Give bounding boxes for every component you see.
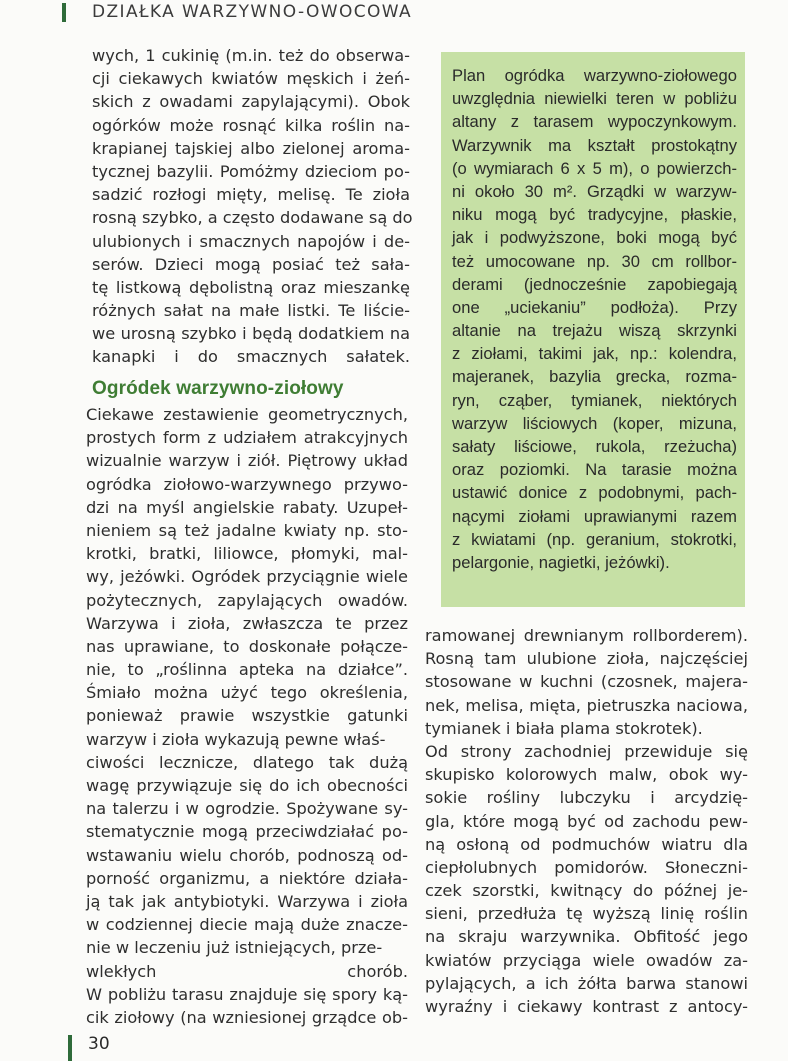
text-line: pożytecznych, zapylających owadów. bbox=[86, 590, 408, 610]
text-line: ogórków może rosnąć kilka roślin na- bbox=[92, 115, 410, 135]
text-line: ponieważ prawie wszystkie gatunki bbox=[86, 706, 408, 726]
text-line: krapianej tajskiej albo zielonej aroma- bbox=[92, 138, 410, 158]
text-line: ni około 30 m². Grządki w warzyw- bbox=[452, 181, 737, 201]
text-line: ramowanej drewnianym rollborderem). bbox=[425, 626, 748, 645]
text-line: warzyw liściowych (koper, mizuna, bbox=[452, 413, 737, 433]
footer-accent-bar bbox=[68, 1035, 72, 1061]
text-line: wy, jeżówki. Ogródek przyciągnie wiele bbox=[86, 567, 408, 587]
text-line: tymianek i biała plama stokrotek). bbox=[425, 718, 703, 738]
text-line: czek szorstki, kwitnący do późnej je- bbox=[425, 881, 748, 901]
text-line: Warzywnik ma kształt prostokątny bbox=[452, 135, 737, 155]
text-line: tycznej bazylii. Pomóżmy dzieciom po- bbox=[92, 161, 410, 181]
running-header: DZIAŁKA WARZYWNO-OWOCOWA bbox=[92, 2, 413, 22]
text-line: krotki, bratki, liliowce, płomyki, mal- bbox=[86, 544, 408, 564]
text-line: wizualnie warzyw i ziół. Piętrowy układ bbox=[86, 451, 408, 471]
text-line: ciepłolubnych pomidorów. Słoneczni- bbox=[425, 857, 748, 877]
text-line: niku mogą być tradycyjne, płaskie, bbox=[452, 205, 737, 225]
text-line: prostych form z udziałem atrakcyjnych bbox=[86, 428, 408, 448]
text-line: sieni, przedłuża tę wyższą linię roślin bbox=[425, 904, 748, 924]
text-line: one „uciekaniu” podłoża). Przy bbox=[452, 297, 737, 317]
text-line: nącymi ziołami uprawianymi razem bbox=[452, 506, 737, 526]
text-line: serów. Dzieci mogą posiać też sała- bbox=[92, 254, 410, 274]
text-line: nie, to „roślinna apteka na działce”. bbox=[86, 660, 408, 680]
text-line: wych, 1 cukinię (m.in. też do obserwa- bbox=[92, 46, 410, 65]
text-line: ulubionych i smacznych napojów i de- bbox=[92, 231, 410, 251]
text-line: Od strony zachodniej przewiduje się bbox=[425, 741, 748, 761]
text-line: kanapki i do smacznych sałatek. bbox=[92, 347, 410, 367]
text-line: Warzywa i zioła, zwłaszcza te przez bbox=[86, 613, 408, 633]
text-line: derami (jednocześnie zapobiegają bbox=[452, 274, 737, 294]
text-line: skich z owadami zapylającymi). Obok bbox=[92, 92, 410, 112]
text-line: na skraju warzywnika. Obfitość jego bbox=[425, 927, 748, 947]
text-line: kwiatów przyciąga wiele owadów za- bbox=[425, 950, 748, 970]
text-line: majeranek, bazylia grecka, rozma- bbox=[452, 367, 737, 387]
left-column-bottom-text bbox=[86, 403, 408, 1029]
text-line: stematycznie mogą przeciwdziałać po- bbox=[86, 822, 408, 842]
text-line: Rosną tam ulubione zioła, najczęściej bbox=[425, 649, 748, 669]
text-line: nieniem są też jadalne kwiaty np. sto- bbox=[86, 520, 408, 540]
info-box-text bbox=[452, 64, 737, 574]
text-line: nek, melisa, mięta, pietruszka naciowa, bbox=[425, 695, 748, 715]
page-number: 30 bbox=[88, 1034, 110, 1054]
text-line: altany z tarasem wypoczynkowym. bbox=[452, 112, 737, 132]
text-line: skupisko kolorowych malw, obok wy- bbox=[425, 765, 748, 785]
text-line: sadzić rozłogi mięty, melisę. Te zioła bbox=[92, 185, 410, 205]
header-accent-bar bbox=[62, 3, 66, 22]
text-line: W pobliżu tarasu znajduje się spory ką- bbox=[86, 984, 408, 1004]
text-line: rosną szybko, a często dodawane są do bbox=[92, 208, 413, 228]
text-line: gla, które mogą być od zachodu pew- bbox=[425, 811, 748, 831]
text-line: wstawaniu wielu chorób, podnoszą od- bbox=[86, 845, 408, 865]
text-line: pelargonie, nagietki, jeżówki). bbox=[452, 552, 670, 572]
text-line: altanie na trejażu wiszą skrzynki bbox=[452, 321, 737, 341]
text-line: ciwości lecznicze, dlatego tak dużą bbox=[86, 752, 408, 772]
text-line: warzyw i zioła wykazują pewne właś- bbox=[86, 729, 386, 749]
text-line: ryn, cząber, tymianek, niektórych bbox=[452, 390, 737, 410]
text-line: wyraźny i ciekawy kontrast z antocy- bbox=[425, 997, 748, 1016]
text-line: Śmiało można użyć tego określenia, bbox=[86, 683, 408, 703]
text-line: uwzględnia niewielki teren w pobliżu bbox=[452, 89, 737, 109]
text-line: oraz poziomki. Na tarasie można bbox=[452, 460, 737, 480]
text-line: ną osłoną od podmuchów wiatru dla bbox=[425, 834, 748, 854]
text-line: z kwiatami (np. geranium, stokrotki, bbox=[452, 529, 737, 549]
text-line: tę listkową dębolistną oraz mieszankę bbox=[92, 277, 410, 297]
text-line: wagę przywiązuje się do ich obecności bbox=[86, 776, 408, 795]
text-line: z ziołami, takimi jak, np.: kolendra, bbox=[452, 344, 737, 364]
section-heading: Ogródek warzywno-ziołowy bbox=[92, 378, 344, 399]
right-column-bottom-text bbox=[425, 624, 748, 1018]
text-line: ustawić donice z podobnymi, pach- bbox=[452, 483, 737, 503]
text-line: ogródka ziołowo-warzywnego przywo- bbox=[86, 474, 408, 494]
text-line: cik ziołowy (na wzniesionej grządce ob- bbox=[86, 1007, 408, 1027]
text-line: wlekłych chorób. bbox=[86, 961, 408, 981]
text-line: Plan ogródka warzywno-ziołowego bbox=[452, 66, 737, 85]
text-line: Ciekawe zestawienie geometrycznych, bbox=[86, 405, 408, 424]
text-line: (o wymiarach 6 x 5 m), o powierzch- bbox=[452, 158, 737, 178]
text-line: porność organizmu, a niektóre działa- bbox=[86, 868, 408, 888]
text-line: stosowane w kuchni (czosnek, majera- bbox=[425, 672, 748, 692]
text-line: sokie rośliny lubczyku i arcydzię- bbox=[425, 788, 748, 808]
text-line: cji ciekawych kwiatów męskich i żeń- bbox=[92, 69, 410, 89]
text-line: też umocowane np. 30 cm rollbor- bbox=[452, 251, 737, 271]
text-line: nas uprawiane, to doskonałe połącze- bbox=[86, 636, 408, 656]
text-line: we urosną szybko i będą dodatkiem na bbox=[92, 324, 410, 344]
text-line: na talerzu i w ogrodzie. Spożywane sy- bbox=[86, 799, 408, 819]
text-line: różnych sałat na małe listki. Te liście- bbox=[92, 301, 410, 321]
text-line: w codziennej diecie mają duże znacze- bbox=[86, 915, 408, 935]
text-line: sałaty liściowe, rukola, rzeżucha) bbox=[452, 437, 737, 456]
text-line: ją tak jak antybiotyki. Warzywa i zioła bbox=[86, 891, 408, 911]
text-line: dzi na myśl angielskie rabaty. Uzupeł- bbox=[86, 497, 408, 517]
text-line: jak i podwyższone, boki mogą być bbox=[452, 228, 737, 248]
text-line: pylających, a ich żółta barwa stanowi bbox=[425, 973, 748, 993]
left-column-top-text bbox=[92, 44, 413, 369]
text-line: nie w leczeniu już istniejących, prze- bbox=[86, 938, 383, 958]
